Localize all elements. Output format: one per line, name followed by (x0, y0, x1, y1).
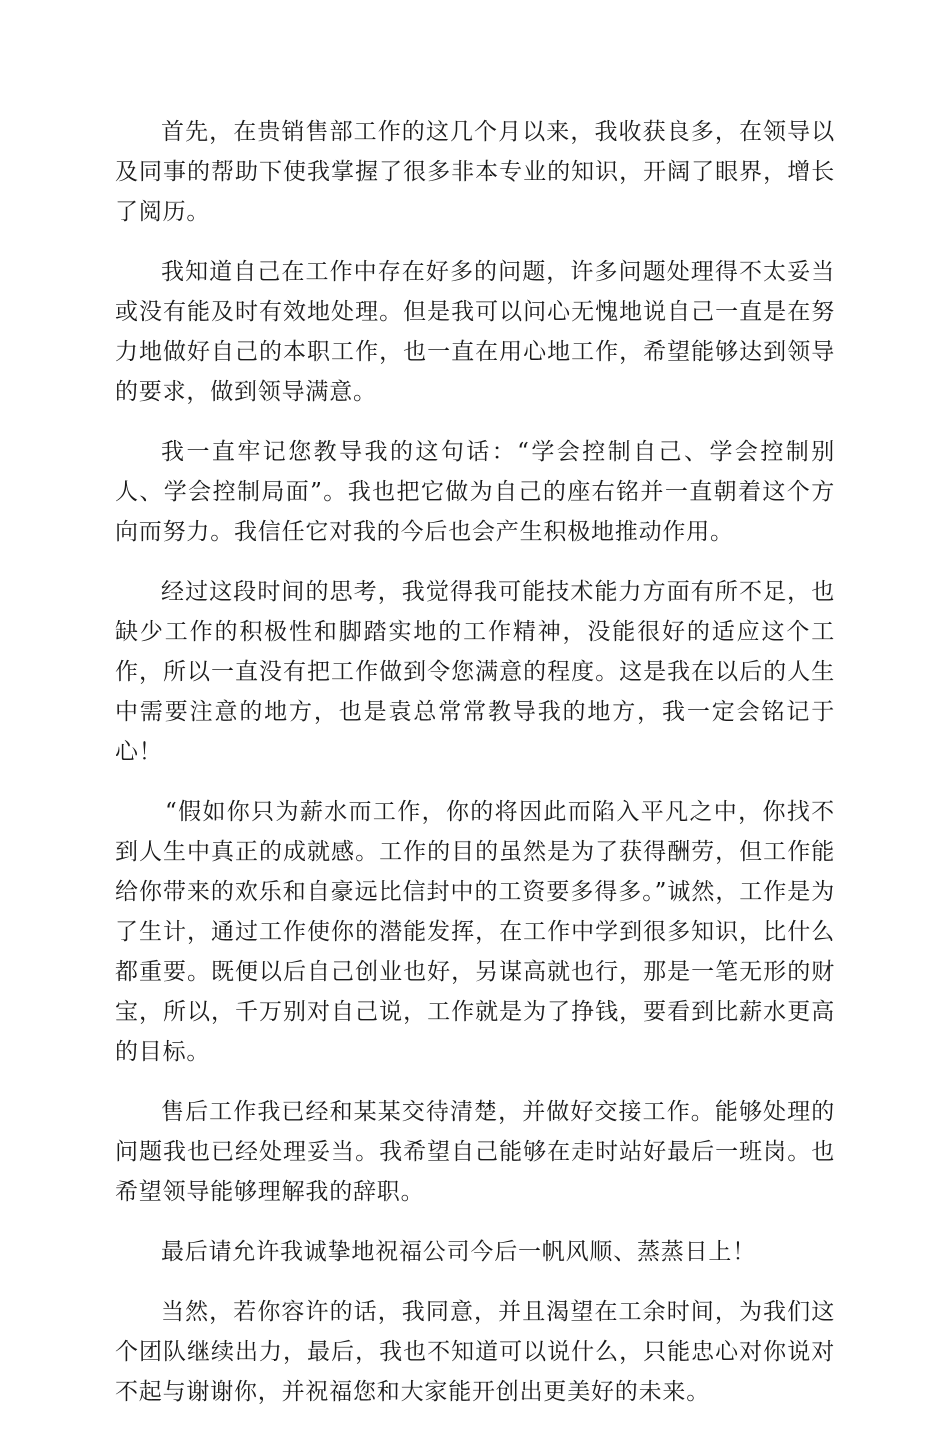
paragraph-wishes: 最后请允许我诚挚地祝福公司今后一帆风顺、蒸蒸日上！ (161, 1239, 756, 1265)
paragraph-shortcomings: 经过这段时间的思考，我觉得我可能技术能力方面有所不足，也缺少工作的积极性和脚踏实地的工作精神，没能很好的适应这个工作，所以一直没有把工作做到令您满意的程度。这是我在以后的人生中需要注意的地方，也是袁总常常教导我的地方，我一定会铭记于心！ (115, 579, 835, 765)
paragraph-closing: 当然，若你容许的话，我同意，并且渴望在工余时间，为我们这个团队继续出力，最后，我也不知道可以说什么，只能忠心对你说对不起与谢谢你，并祝福您和大家能开创出更美好的未来。 (115, 1299, 835, 1405)
letter-body (115, 112, 835, 1432)
paragraph-motto: 我一直牢记您教导我的这句话：“学会控制自己、学会控制别人、学会控制局面”。我也把它做为自己的座右铭并一直朝着这个方向而努力。我信任它对我的今后也会产生积极地推动作用。 (115, 439, 835, 545)
paragraph-self-reflection: 我知道自己在工作中存在好多的问题，许多问题处理得不太妥当或没有能及时有效地处理。但是我可以问心无愧地说自己一直是在努力地做好自己的本职工作，也一直在用心地工作，希望能够达到领导的要求，做到领导满意。 (115, 259, 835, 405)
paragraph-handover: 售后工作我已经和某某交待清楚，并做好交接工作。能够处理的问题我也已经处理妥当。我希望自己能够在走时站好最后一班岗。也希望领导能够理解我的辞职。 (115, 1099, 835, 1205)
paragraph-quote: “假如你只为薪水而工作，你的将因此而陷入平凡之中，你找不到人生中真正的成就感。工作的目的虽然是为了获得酬劳，但工作能给你带来的欢乐和自豪远比信封中的工资要多得多。”诚然，工作是为了生计，通过工作使你的潜能发挥，在工作中学到很多知识，比什么都重要。既便以后自己创业也好，另谋高就也行，那是一笔无形的财宝，所以，千万别对自己说，工作就是为了挣钱，要看到比薪水更高的目标。 (115, 799, 835, 1065)
paragraph-gratitude: 首先，在贵销售部工作的这几个月以来，我收获良多，在领导以及同事的帮助下使我掌握了很多非本专业的知识，开阔了眼界，增长了阅历。 (115, 119, 835, 225)
